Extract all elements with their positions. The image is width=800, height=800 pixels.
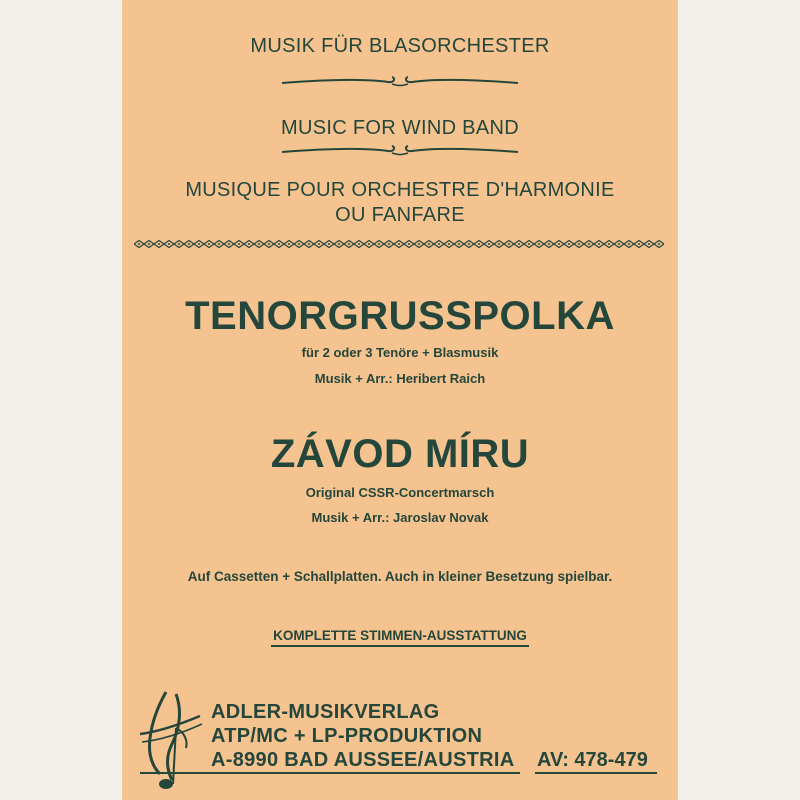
publisher-production: ATP/MC + LP-PRODUKTION <box>211 725 483 747</box>
catalog-underline <box>535 772 657 774</box>
publisher-underline <box>140 772 520 774</box>
swirl-divider-icon <box>280 141 520 161</box>
header-french-line1: MUSIQUE POUR ORCHESTRE D'HARMONIE <box>185 179 615 201</box>
catalog-number: AV: 478-479 <box>537 749 648 771</box>
piece1-credit: Musik + Arr.: Heribert Raich <box>314 371 486 386</box>
publisher-address: A-8990 BAD AUSSEE/AUSTRIA <box>211 749 515 771</box>
header-english: MUSIC FOR WIND BAND <box>281 117 519 139</box>
piece2-credit: Musik + Arr.: Jaroslav Novak <box>311 510 489 525</box>
header-french-line2: OU FANFARE <box>335 204 465 226</box>
header-german: MUSIK FÜR BLASORCHESTER <box>250 35 550 57</box>
complete-parts-text: KOMPLETTE STIMMEN-AUSSTATTUNG <box>271 628 529 647</box>
piece2-subtitle: Original CSSR-Concertmarsch <box>305 485 495 500</box>
piece2-title: ZÁVOD MÍRU <box>270 432 530 476</box>
recording-note: Auf Cassetten + Schallplatten. Auch in kleiner Besetzung spielbar. <box>187 569 613 584</box>
piece1-title: TENORGRUSSPOLKA <box>185 294 615 338</box>
eagle-note-logo-icon <box>136 688 206 792</box>
sheet-music-cover <box>122 0 678 800</box>
piece1-subtitle: für 2 oder 3 Tenöre + Blasmusik <box>301 345 499 360</box>
complete-parts-label <box>122 628 678 643</box>
swirl-divider-icon <box>280 72 520 92</box>
ornamental-border-icon <box>134 240 664 248</box>
publisher-name: ADLER-MUSIKVERLAG <box>211 701 440 723</box>
